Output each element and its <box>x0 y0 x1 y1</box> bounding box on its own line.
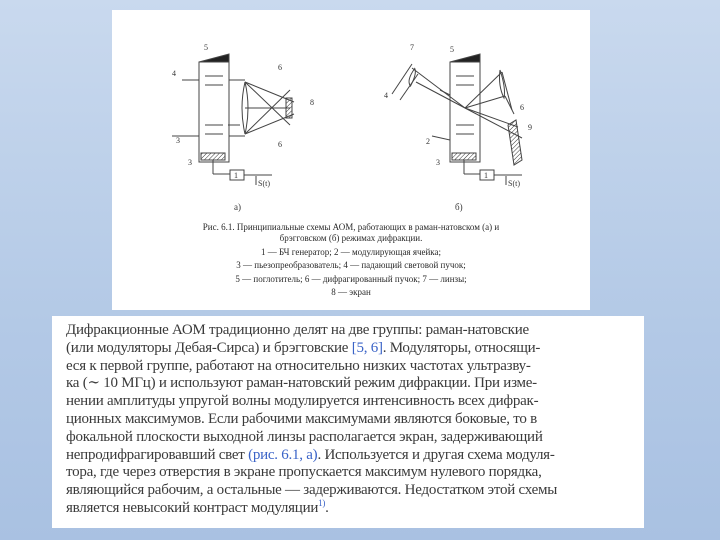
screen-a <box>286 98 292 118</box>
figure-panel <box>112 10 590 310</box>
label-a-8: 8 <box>310 98 314 107</box>
paragraph-line <box>66 497 634 518</box>
figure-caption-line-2: брэгговском (б) режимах дифракции. <box>279 233 423 243</box>
figure-reference-link[interactable]: (рис. 6.1, а) <box>248 446 318 463</box>
label-a-1: 1 <box>234 171 238 180</box>
text-run: является невысокий контраст модуляции <box>66 499 319 516</box>
label-a-3: 3 <box>176 136 180 145</box>
text-run: (или модуляторы Дебая-Сирса) и брэгговские <box>66 339 352 356</box>
label-b-9: 9 <box>528 123 532 132</box>
label-a-6: 6 <box>278 63 282 72</box>
figure-caption-line-3: 1 — БЧ генератор; 2 — модулирующая ячейка; <box>260 247 442 257</box>
label-b-1: 1 <box>484 171 488 180</box>
figure-caption-line-4: 3 — пьезопреобразователь; 4 — падающий световой пучок; <box>236 260 466 270</box>
absorber-a <box>199 54 229 62</box>
label-b-7: 7 <box>410 43 414 52</box>
paragraph-line <box>66 447 634 465</box>
text-run: непродифрагировавший свет <box>66 446 249 463</box>
paragraph-line: фокальной плоскости выходной линзы располагается экран, задерживающий <box>66 428 543 445</box>
paragraph-line: Дифракционные АОМ традиционно делят на две группы: раман-натовские <box>66 322 529 338</box>
paragraph-line: ка (∼ 10 МГц) и используют раман-натовский режим дифракции. При изме- <box>66 375 537 392</box>
label-b-5: 5 <box>450 45 454 54</box>
label-a-6b: 6 <box>278 140 282 149</box>
label-b-3: 3 <box>436 158 440 167</box>
label-a-st: S(t) <box>258 179 270 188</box>
text-run: . <box>325 499 329 516</box>
screen-b <box>508 120 522 165</box>
label-a-5: 5 <box>204 43 208 52</box>
paragraph-line: нении амплитуды упругой волны модулируется интенсивность всех дифрак- <box>66 393 539 410</box>
figure-caption-line-1: Рис. 6.1. Принципиальные схемы АОМ, работающих в раман-натовском (а) и <box>202 222 500 232</box>
paragraph-line: тора, где через отверстия в экране пропускается максимум нулевого порядка, <box>66 464 542 481</box>
footnote-marker[interactable]: 1) <box>318 497 326 508</box>
paragraph-line: ционных максимумов. Если рабочими максимумами являются боковые, то в <box>66 410 537 427</box>
sublabel-a: а) <box>234 202 241 212</box>
text-run: . Модуляторы, относящи- <box>382 339 541 356</box>
label-a-3b: 3 <box>188 158 192 167</box>
label-a-4: 4 <box>172 69 176 78</box>
figure-caption-line-6: 8 — экран <box>331 287 371 297</box>
paragraph-line <box>66 340 634 358</box>
label-b-6: 6 <box>520 103 524 112</box>
citation-link[interactable]: [5, 6] <box>351 339 383 356</box>
paragraph-line: являющийся рабочим, а остальные — задерживаются. Недостатком этой схемы <box>66 482 558 499</box>
absorber-b <box>450 54 480 62</box>
label-b-2: 2 <box>426 137 430 146</box>
paragraph-line: еся к первой группе, работают на относительно низких частотах ультразву- <box>66 357 531 374</box>
label-b-st: S(t) <box>508 179 520 188</box>
text-panel <box>52 316 644 528</box>
text-run: . Используется и другая схема модуля- <box>317 446 555 463</box>
figure-caption-line-5: 5 — поглотитель; 6 — дифрагированный пучок; 7 — линзы; <box>235 274 467 284</box>
sublabel-b: б) <box>455 202 463 212</box>
label-b-4: 4 <box>384 91 388 100</box>
transducer-a <box>201 153 225 160</box>
modulator-cell-a <box>199 62 229 162</box>
right-diagram <box>392 54 522 185</box>
transducer-b <box>452 153 476 160</box>
